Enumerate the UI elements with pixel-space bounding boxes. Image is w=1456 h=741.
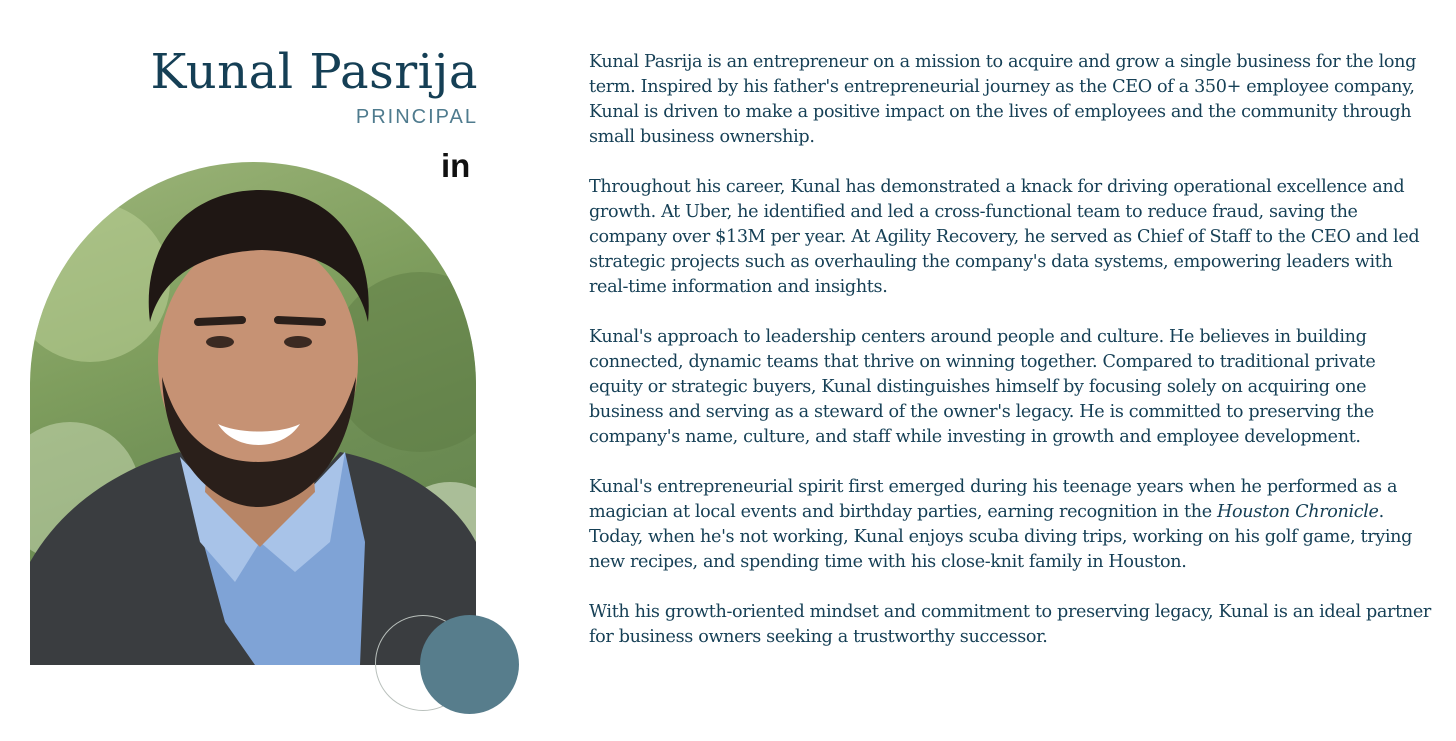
decorative-circle-filled (420, 615, 519, 714)
bio-text (589, 50, 1434, 675)
person-name: Kunal Pasrija (150, 44, 478, 100)
bio-paragraph: Kunal's approach to leadership centers around people and culture. He believes in building connected, dynamic teams that thrive on winning together. Compared to traditional private equity or strategic buyers, Kunal distinguishes himself by focusing solely on acquiring one business and serving as a steward of the owner's legacy. He is committed to preserving the company's name, culture, and staff while investing in growth and employee development. (589, 327, 1376, 447)
person-title: PRINCIPAL (355, 106, 478, 128)
bio-paragraph (589, 475, 1434, 575)
bio-paragraph: Kunal Pasrija is an entrepreneur on a mission to acquire and grow a single business for the long term. Inspired by his father's entrepreneurial journey as the CEO of a 350+ employee company, Kunal is driven to make a positive impact on the lives of employees and the community through small business ownership. (589, 52, 1416, 147)
bio-text-span: . Today, when he's not working, Kunal enjoys scuba diving trips, working on his golf game, trying new recipes, and spending time with his close-knit family in Houston. (589, 502, 1413, 572)
profile-photo (30, 162, 476, 665)
bio-text-span: Kunal's entrepreneurial spirit first emerged during his teenage years when he performed as a magician at local events and birthday parties, earning recognition in the (589, 477, 1398, 522)
profile-column (0, 0, 560, 741)
publication-name: Houston Chronicle (1217, 502, 1379, 522)
bio-paragraph: With his growth-oriented mindset and commitment to preserving legacy, Kunal is an ideal partner for business owners seeking a trustworthy successor. (589, 602, 1431, 647)
linkedin-icon[interactable]: in (441, 147, 471, 184)
bio-paragraph: Throughout his career, Kunal has demonstrated a knack for driving operational excellence and growth. At Uber, he identified and led a cross-functional team to reduce fraud, saving the company over $13M per year. At Agility Recovery, he served as Chief of Staff to the CEO and led strategic projects such as overhauling the company's data systems, empowering leaders with real-time information and insights. (589, 177, 1420, 297)
